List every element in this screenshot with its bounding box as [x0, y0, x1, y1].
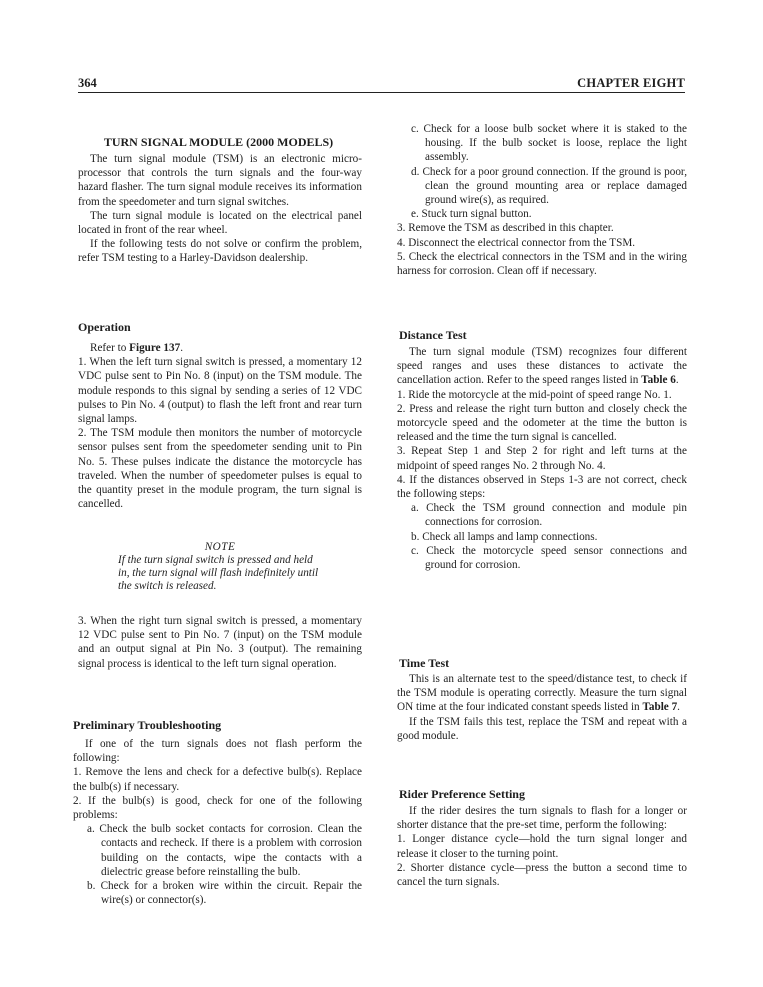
note-title: NOTE [204, 541, 236, 553]
note-box [78, 540, 362, 593]
operation-step-2: 2. The TSM module then monitors the number of motorcycle sensor pulses sent from the speedometer sending unit to Pin No. 5. These pulses indicate the distance the motorcycle has traveled. When the number of speedometer pulses is equal to the quantity preset in the module program, the turn signal is cancelled. [78, 427, 362, 511]
preliminary-step-2a: a. Check the bulb socket contacts for corrosion. Clean the contacts and recheck. If there is a problem with corrosion building on the contacts, wipe the contacts with a dielectric grease before reinstalling the bulb. [87, 823, 362, 878]
distance-step-1: 1. Ride the motorcycle at the mid-point of speed range No. 1. [397, 388, 672, 401]
distance-step-3: 3. Repeat Step 1 and Step 2 for right and left turns at the midpoint of speed ranges No. 2 through No. 4. [397, 445, 687, 472]
chapter-title: CHAPTER EIGHT [577, 76, 685, 90]
note-body: If the turn signal switch is pressed and held in, the turn signal will flash indefinitely until the switch is released. [118, 554, 319, 593]
preliminary-step-2: 2. If the bulb(s) is good, check for one of the following problems: [73, 794, 362, 822]
preliminary-step-5: 5. Check the electrical connectors in the TSM and in the wiring harness for corrosion. Clean off if necessary. [397, 250, 687, 278]
time-test-paragraph-2: If the TSM fails this test, replace the TSM and repeat with a good module. [397, 715, 687, 742]
operation-figure-ref: Refer to Figure 137. [90, 342, 184, 354]
time-test-heading: Time Test [399, 656, 450, 670]
distance-step-4: 4. If the distances observed in Steps 1-3 are not correct, check the following steps: [397, 473, 687, 501]
preliminary-step-2e: e. Stuck turn signal button. [411, 208, 532, 221]
distance-test-intro: The turn signal module (TSM) recognizes four different speed ranges and uses these distances to activate the cancellation action. Refer to the speed ranges listed in Table 6. [397, 346, 687, 387]
intro-paragraph-3: If the following tests do not solve or confirm the problem, refer TSM testing to a Harley-Davidson dealership. [78, 238, 362, 265]
right-column [397, 0, 687, 987]
time-test-paragraph-1: This is an alternate test to the speed/distance test, to check if the TSM module is operating correctly. Measure the turn signal ON time at the four indicated constant speeds listed in Table 7. [397, 673, 687, 714]
intro-paragraph-1: The turn signal module (TSM) is an electronic micro-processor that controls the turn signals and the four-way hazard flasher. The turn signal module receives its information from the speedometer and turn signal switches. [78, 153, 362, 208]
left-column [75, 0, 362, 987]
preliminary-step-4: 4. Disconnect the electrical connector from the TSM. [397, 236, 636, 249]
preliminary-step-2d: d. Check for a poor ground connection. If the ground is poor, clean the ground mounting area or replace damaged ground wire(s), as required. [411, 165, 687, 207]
operation-step-3: 3. When the right turn signal switch is pressed, a momentary 12 VDC pulse sent to Pin No. 7 (input) on the TSM module and an output signal at Pin No. 3 (output). The remaining signal process is identical to the left turn signal operation. [78, 615, 362, 670]
distance-step-2: 2. Press and release the right turn button and closely check the motorcycle speed and the odometer at the time the button is released and the time the turn signal is cancelled. [397, 402, 687, 444]
distance-step-4b: b. Check all lamps and lamp connections. [411, 530, 598, 543]
preliminary-step-1: 1. Remove the lens and check for a defective bulb(s). Replace the bulb(s) if necessary. [73, 766, 362, 793]
preliminary-heading: Preliminary Troubleshooting [73, 718, 222, 732]
rider-preference-intro: If the rider desires the turn signals to flash for a longer or shorter distance that the pre-set time, perform the following: [397, 805, 687, 832]
operation-step-1: 1. When the left turn signal switch is pressed, a momentary 12 VDC pulse sent to Pin No. 8 (input) on the TSM module. The module responds to this signal by sending a series of 12 VDC pulses to Pin No. 4 (output) to flash the left front and rear turn signal lamps. [78, 356, 362, 426]
distance-test-heading: Distance Test [399, 328, 467, 342]
preliminary-step-2b: b. Check for a broken wire within the circuit. Repair the wire(s) or connector(s). [87, 880, 362, 907]
intro-paragraph-2: The turn signal module is located on the electrical panel located in front of the rear wheel. [78, 209, 362, 237]
preliminary-intro: If one of the turn signals does not flash perform the following: [73, 738, 362, 765]
rider-preference-heading: Rider Preference Setting [399, 787, 525, 801]
distance-step-4a: a. Check the TSM ground connection and module pin connections for corrosion. [411, 502, 687, 529]
preliminary-step-2c: c. Check for a loose bulb socket where it is staked to the housing. If the bulb socket is loose, replace the light assembly. [411, 123, 687, 164]
preliminary-step-3: 3. Remove the TSM as described in this chapter. [397, 222, 614, 235]
operation-heading: Operation [78, 320, 131, 334]
section-title: TURN SIGNAL MODULE (2000 MODELS) [103, 135, 334, 149]
rider-step-1: 1. Longer distance cycle—hold the turn signal longer and release it closer to the turning point. [397, 833, 687, 860]
rider-step-2: 2. Shorter distance cycle—press the button a second time to cancel the turn signals. [397, 861, 687, 889]
distance-step-4c: c. Check the motorcycle speed sensor connections and ground for corrosion. [411, 544, 687, 572]
page-number: 364 [78, 76, 97, 90]
